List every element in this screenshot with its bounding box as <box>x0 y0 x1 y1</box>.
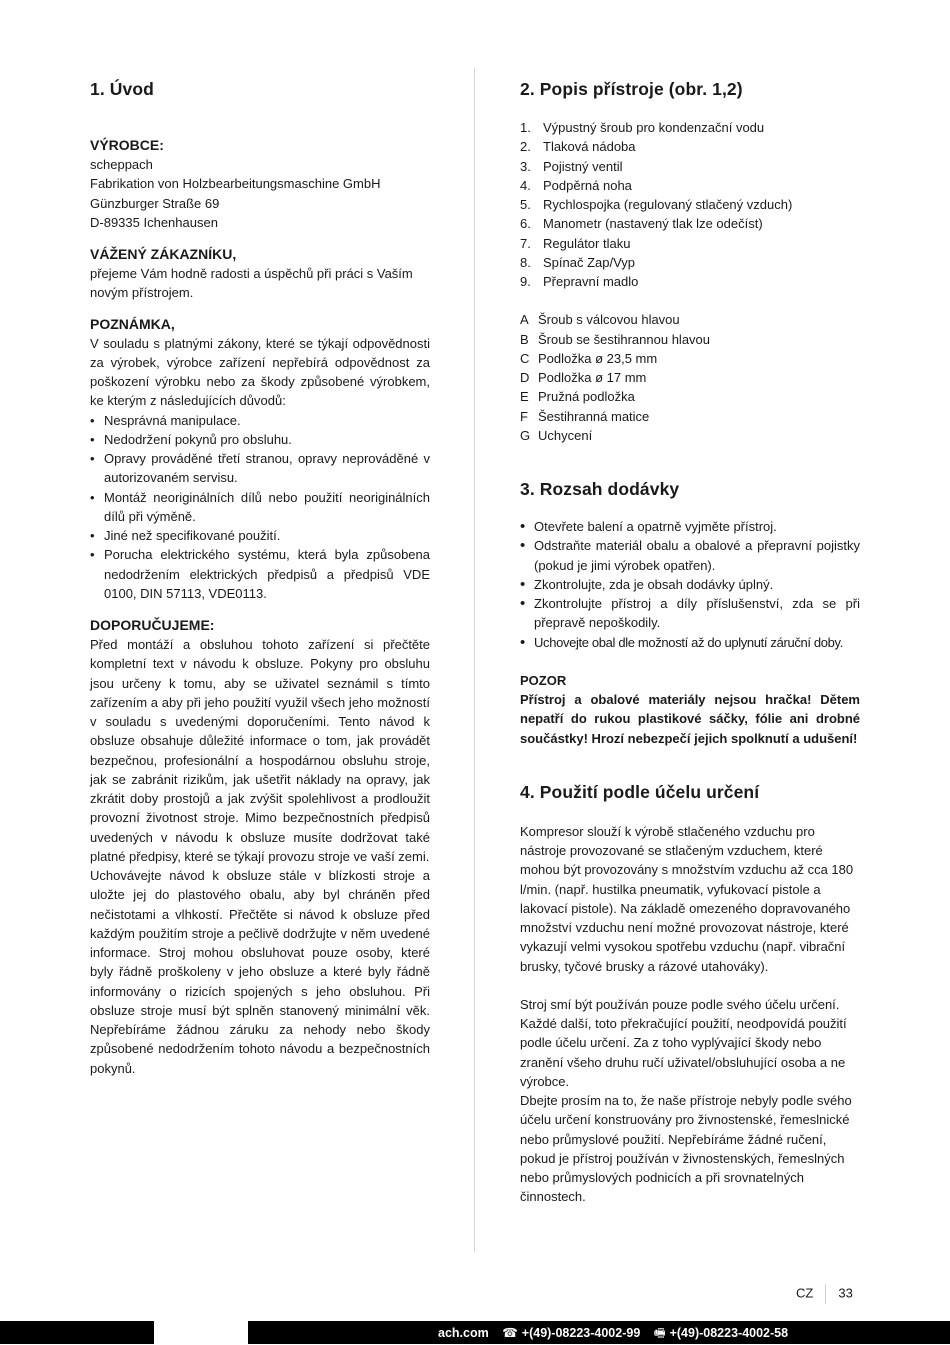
section-title-description: 2. Popis přístroje (obr. 1,2) <box>520 79 743 99</box>
list-item: 2. Tlaková nádoba <box>520 139 636 155</box>
contact-info <box>438 1324 788 1345</box>
phone-number: +(49)-08223-4002-99 <box>521 1326 641 1340</box>
list-item: 1. Výpustný šroub pro kondenzační vodu <box>520 120 765 135</box>
column-divider <box>474 68 475 1252</box>
list-item: D Podložka ø 17 mm <box>520 370 647 385</box>
address-line: Fabrikation von Holzbearbeitungsmaschine GmbH <box>90 176 381 192</box>
phone-icon: ☎ <box>502 1326 518 1340</box>
list-item: 9. Přepravní madlo <box>520 274 639 289</box>
customer-title: VÁŽENÝ ZÁKAZNÍKU, <box>90 246 237 262</box>
contact-bar-gap <box>154 1321 248 1344</box>
list-item: E Pružná podložka <box>520 389 635 405</box>
list-item: B Šroub se šestihrannou hlavou <box>520 331 711 347</box>
manufacturer-title: VÝROBCE: <box>90 137 164 153</box>
list-item: • Jiné než specifikované použití. <box>90 526 430 545</box>
list-item: • Otevřete balení a opatrně vyjměte přístroj. <box>520 517 860 536</box>
fax-icon: 🖷 <box>653 1326 666 1340</box>
note-title: POZNÁMKA, <box>90 315 175 332</box>
note-bullet-list <box>90 411 430 604</box>
section-title-intro: 1. Úvod <box>90 79 154 99</box>
list-item: • Zkontrolujte, zda je obsah dodávky úplný. <box>520 575 860 594</box>
section-title-delivery: 3. Rozsah dodávky <box>520 479 680 499</box>
list-item: 8. Spínač Zap/Vyp <box>520 254 636 270</box>
language-code: CZ <box>796 1285 814 1301</box>
list-item: 3. Pojistný ventil <box>520 158 623 174</box>
list-item: C Podložka ø 23,5 mm <box>520 350 658 366</box>
list-item: • Odstraňte materiál obalu a obalové a přepravní pojistky (pokud je jimi výrobek opatřen). <box>520 536 860 575</box>
manufacturer-address <box>90 155 430 232</box>
right-column <box>520 76 860 1207</box>
address-line: Günzburger Straße 69 <box>90 195 220 211</box>
parts-lettered-list <box>520 310 860 445</box>
list-item: • Opravy prováděné třetí stranou, opravy neprováděné v autorizovaném servisu. <box>90 449 430 488</box>
address-line: scheppach <box>90 157 153 172</box>
list-item: • Montáž neoriginálních dílů nebo použití neoriginálních dílů při výměně. <box>90 488 430 527</box>
fax-number: +(49)-08223-4002-58 <box>669 1326 789 1340</box>
list-item: 6. Manometr (nastavený tlak lze odečíst) <box>520 216 763 232</box>
recommend-title: DOPORUČUJEME: <box>90 617 215 633</box>
list-item: • Nedodržení pokynů pro obsluhu. <box>90 430 430 449</box>
customer-text: přejeme Vám hodně radosti a úspěchů při práci s Vaším novým přístrojem. <box>90 266 413 301</box>
left-column <box>90 76 430 1078</box>
footer-divider <box>825 1284 826 1304</box>
page-number: 33 <box>838 1285 853 1301</box>
list-item: • Porucha elektrického systému, která byla způsobena nedodržením elektrických předpisů a předpisů VDE 0100, DIN 57113, VDE0113. <box>90 545 430 603</box>
list-item: A Šroub s válcovou hlavou <box>520 312 680 328</box>
section-title-intended-use: 4. Použití podle účelu určení <box>520 781 760 802</box>
intended-use-paragraph: Dbejte prosím na to, že naše přístroje nebyly podle svého účelu určení konstruovány pro živnostenské, řemeslnické nebo průmyslové použití. Nepřebíráme žádné ručení, pokud je přístroj používán v živnostenských, řemeslných nebo průmyslových podnicích a při srovnatelných činnostech. <box>520 1093 852 1205</box>
intended-use-paragraph: Stroj smí být používán pouze podle svého účelu určení. Každé další, toto překračující použití, neodpovídá použití podle účelu určení. Za z toho vyplývající škody nebo zranění všeho druhu ručí uživatel/obsluhující osoba a ne výrobce. <box>520 996 847 1089</box>
intended-use-paragraph: Kompresor slouží k výrobě stlačeného vzduchu pro nástroje provozované se stlačeným vzduchem, které mohou být provozovány s množstvím vzduchu až cca 180 l/min. (např. hustilka pneumatik, vyfukovací pistole a lakovací pistole). Na základě omezeného dopravovaného množství vzduchu není možné provozovat nástroje, které vykazují velmi vysokou spotřebu vzduchu (např. vibrační brusky, tyčové brusky a rázové utahováky). <box>520 823 854 974</box>
list-item: 5. Rychlospojka (regulovaný stlačený vzduch) <box>520 197 793 212</box>
list-item: • Zkontrolujte přístroj a díly příslušenství, zda se při přepravě nepoškodily. <box>520 594 860 633</box>
list-item: • Uchovejte obal dle možností až do uplynutí záruční doby. <box>520 633 860 652</box>
parts-numbered-list <box>520 118 860 291</box>
list-item: 7. Regulátor tlaku <box>520 235 631 251</box>
list-item: F Šestihranná matice <box>520 408 650 424</box>
list-item: G Uchycení <box>520 427 593 443</box>
address-line: D-89335 Ichenhausen <box>90 214 218 230</box>
page-footer <box>796 1284 853 1304</box>
recommend-paragraph: Uchovávejte návod k obsluze stále v blízkosti stroje a uložte jej do plastového obalu, aby byl chráněn před nečistotami a vlhkostí. Přečtěte si návod k obsluze před každým použitím stroje a pečlivě dodržujte v něm uvedené informace. Stroj mohou obsluhovat pouze osoby, které byly řádně proškoleny v jeho obsluze a které byly řádně informovány o rizicích spojených s jeho obsluhou. Při obsluze stroje musí být splněn stanovený minimální věk. Nepřebíráme žádnou záruku za nehody nebo škody způsobené nedodržením tohoto návodu a bezpečnostních pokynů. <box>90 868 430 1076</box>
caution-title: POZOR <box>520 672 567 688</box>
recommend-paragraph: Před montáží a obsluhou tohoto zařízení si přečtěte kompletní text v návodu k obsluze. Pokyny pro obsluhu jsou určeny k tomu, aby se uživatel seznámil s tímto zařízením a aby při jeho použití využil všech jeho možností v souladu s uvedenými doporučeními. Tento návod k obsluze obsahuje důležité informace o tom, jak provádět bezpečnou, profesionální a hospodárnou obsluhu stroje, jak se zabránit rizikům, jak ušetřit náklady na opravy, jak zkrátit doby prostojů a jak zvýšit spolehlivost a prodloužit provozní životnost stroje. Mimo bezpečnostních předpisů uvedených v návodu k obsluze musíte dodržovat také platné předpisy, které se týkají provozu stroje ve vaší zemi. <box>90 637 430 864</box>
website-text: ach.com <box>438 1326 489 1340</box>
list-item: 4. Podpěrná noha <box>520 177 632 193</box>
list-item: • Nesprávná manipulace. <box>90 411 430 430</box>
delivery-bullet-list <box>520 517 860 652</box>
caution-text: Přístroj a obalové materiály nejsou hračka! Dětem nepatří do rukou plastikové sáčky, fólie ani drobné součástky! Hrozí nebezpečí jejich spolknutí a udušení! <box>520 692 860 746</box>
note-text: V souladu s platnými zákony, které se týkají odpovědnosti za výrobek, výrobce zařízení nepřebírá odpovědnost za poškození výrobku nebo za škody způsobené výrobkem, ke kterým z následujících důvodů: <box>90 335 430 409</box>
